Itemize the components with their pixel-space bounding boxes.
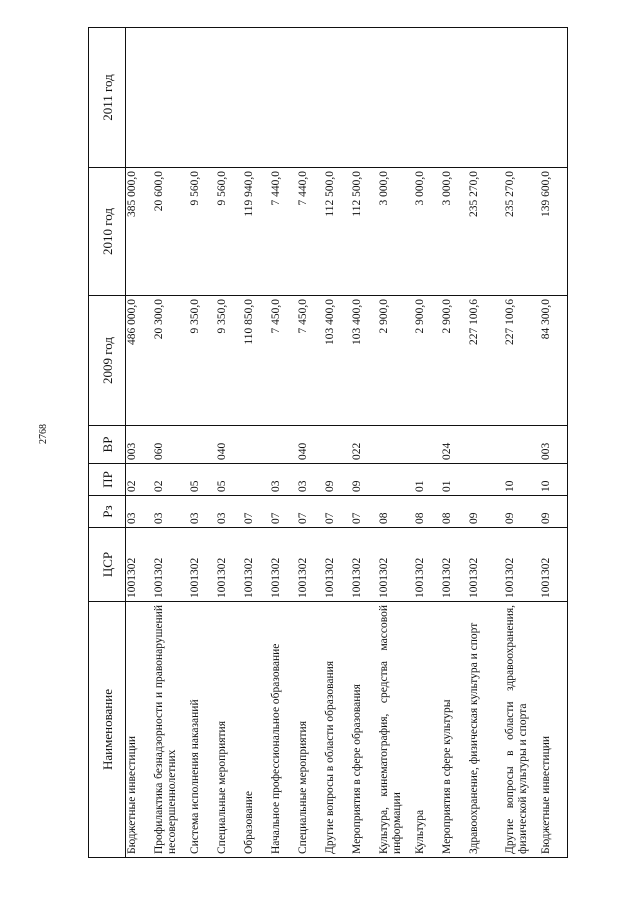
- row-csr: 1001302: [351, 528, 378, 602]
- row-vr: [378, 426, 414, 464]
- row-vr: 040: [216, 426, 243, 464]
- row-2009: 9 350,0: [189, 296, 216, 426]
- row-pr: 01: [414, 464, 441, 496]
- header-2011: 2011 год: [89, 28, 126, 168]
- rotated-page: [88, 28, 566, 858]
- row-csr: 1001302: [297, 528, 324, 602]
- row-2010: 7 440,0: [297, 168, 324, 296]
- row-pr: 05: [189, 464, 216, 496]
- row-2011: [153, 28, 189, 168]
- row-pr: 09: [351, 464, 378, 496]
- row-2009: 110 850,0: [243, 296, 270, 426]
- row-rz: 07: [270, 496, 297, 528]
- row-name: Здравоохранение, физическая культура и спорт: [468, 602, 504, 858]
- row-2010: 9 560,0: [216, 168, 243, 296]
- row-2009: 7 450,0: [270, 296, 297, 426]
- row-name: Культура, кинематография, средства массовой информации: [378, 602, 414, 858]
- row-rz: 07: [351, 496, 378, 528]
- row-pr: 02: [126, 464, 154, 496]
- row-2009: 2 900,0: [378, 296, 414, 426]
- row-pr: 03: [270, 464, 297, 496]
- table-row: [351, 28, 378, 858]
- row-2009: 9 350,0: [216, 296, 243, 426]
- row-csr: 1001302: [468, 528, 504, 602]
- row-2009: 84 300,0: [540, 296, 568, 426]
- row-rz: 07: [297, 496, 324, 528]
- row-2011: [270, 28, 297, 168]
- row-2011: [504, 28, 540, 168]
- row-vr: 060: [153, 426, 189, 464]
- row-csr: 1001302: [441, 528, 468, 602]
- row-2010: 20 600,0: [153, 168, 189, 296]
- table-row: [270, 28, 297, 858]
- row-2011: [378, 28, 414, 168]
- row-pr: [378, 464, 414, 496]
- row-rz: 08: [378, 496, 414, 528]
- row-2011: [441, 28, 468, 168]
- row-name: Образование: [243, 602, 270, 858]
- row-rz: 07: [324, 496, 351, 528]
- row-csr: 1001302: [378, 528, 414, 602]
- table-row: [126, 28, 154, 858]
- row-csr: 1001302: [216, 528, 243, 602]
- row-csr: 1001302: [324, 528, 351, 602]
- row-2009: 103 400,0: [351, 296, 378, 426]
- row-name: Бюджетные инвестиции: [126, 602, 154, 858]
- row-vr: [414, 426, 441, 464]
- row-rz: 03: [216, 496, 243, 528]
- row-2011: [189, 28, 216, 168]
- row-csr: 1001302: [126, 528, 154, 602]
- row-rz: 03: [153, 496, 189, 528]
- row-csr: 1001302: [153, 528, 189, 602]
- header-vr: ВР: [89, 426, 126, 464]
- row-rz: 09: [540, 496, 568, 528]
- table-row: [324, 28, 351, 858]
- row-2011: [324, 28, 351, 168]
- row-2010: 3 000,0: [441, 168, 468, 296]
- header-2009: 2009 год: [89, 296, 126, 426]
- row-vr: [468, 426, 504, 464]
- row-vr: 003: [126, 426, 154, 464]
- row-2011: [351, 28, 378, 168]
- row-name: Культура: [414, 602, 441, 858]
- budget-table: [88, 27, 568, 858]
- row-rz: 08: [414, 496, 441, 528]
- row-2010: 235 270,0: [468, 168, 504, 296]
- row-name: Специальные мероприятия: [216, 602, 243, 858]
- table-row: [540, 28, 568, 858]
- row-2009: 227 100,6: [468, 296, 504, 426]
- row-2010: 3 000,0: [414, 168, 441, 296]
- table-row: [378, 28, 414, 858]
- header-pr: ПР: [89, 464, 126, 496]
- header-name: Наименование: [89, 602, 126, 858]
- table-row: [297, 28, 324, 858]
- row-2010: 139 600,0: [540, 168, 568, 296]
- row-vr: 003: [540, 426, 568, 464]
- row-name: Мероприятия в сфере образования: [351, 602, 378, 858]
- row-vr: [324, 426, 351, 464]
- row-2011: [126, 28, 154, 168]
- row-2010: 3 000,0: [378, 168, 414, 296]
- row-pr: 05: [216, 464, 243, 496]
- row-rz: 03: [189, 496, 216, 528]
- header-rz: Рз: [89, 496, 126, 528]
- row-2009: 2 900,0: [414, 296, 441, 426]
- table-row: [414, 28, 441, 858]
- row-name: Профилактика безнадзорности и правонарушений несовершеннолетних: [153, 602, 189, 858]
- row-csr: 1001302: [414, 528, 441, 602]
- row-pr: 01: [441, 464, 468, 496]
- row-2009: 227 100,6: [504, 296, 540, 426]
- row-pr: 10: [504, 464, 540, 496]
- row-name: Другие вопросы в области образования: [324, 602, 351, 858]
- table-row: [468, 28, 504, 858]
- row-rz: 07: [243, 496, 270, 528]
- row-2009: 486 000,0: [126, 296, 154, 426]
- row-2009: 7 450,0: [297, 296, 324, 426]
- table-row: [243, 28, 270, 858]
- row-2011: [216, 28, 243, 168]
- row-vr: 024: [441, 426, 468, 464]
- row-2010: 112 500,0: [324, 168, 351, 296]
- row-csr: 1001302: [540, 528, 568, 602]
- row-pr: [243, 464, 270, 496]
- row-2009: 2 900,0: [441, 296, 468, 426]
- row-rz: 03: [126, 496, 154, 528]
- row-csr: 1001302: [189, 528, 216, 602]
- table-row: [504, 28, 540, 858]
- row-name: Мероприятия в сфере культуры: [441, 602, 468, 858]
- row-vr: [243, 426, 270, 464]
- row-rz: 09: [468, 496, 504, 528]
- table-row: [153, 28, 189, 858]
- row-csr: 1001302: [270, 528, 297, 602]
- row-pr: 10: [540, 464, 568, 496]
- row-name: Специальные мероприятия: [297, 602, 324, 858]
- row-2009: 103 400,0: [324, 296, 351, 426]
- row-2011: [297, 28, 324, 168]
- row-2010: 7 440,0: [270, 168, 297, 296]
- row-2009: 20 300,0: [153, 296, 189, 426]
- table-row: [441, 28, 468, 858]
- row-2010: 9 560,0: [189, 168, 216, 296]
- page-number: 2768: [38, 424, 49, 444]
- row-csr: 1001302: [504, 528, 540, 602]
- row-name: Другие вопросы в области здравоохранения, физической культуры и спорта: [504, 602, 540, 858]
- row-2011: [414, 28, 441, 168]
- row-vr: [270, 426, 297, 464]
- row-pr: [468, 464, 504, 496]
- row-2011: [243, 28, 270, 168]
- row-2011: [468, 28, 504, 168]
- row-vr: 040: [297, 426, 324, 464]
- row-pr: 02: [153, 464, 189, 496]
- row-pr: 03: [297, 464, 324, 496]
- row-rz: 09: [504, 496, 540, 528]
- row-csr: 1001302: [243, 528, 270, 602]
- header-row: [89, 28, 126, 858]
- row-2010: 235 270,0: [504, 168, 540, 296]
- row-pr: 09: [324, 464, 351, 496]
- row-2010: 385 000,0: [126, 168, 154, 296]
- row-2010: 112 500,0: [351, 168, 378, 296]
- table-row: [189, 28, 216, 858]
- row-name: Система исполнения наказаний: [189, 602, 216, 858]
- row-vr: 022: [351, 426, 378, 464]
- row-2011: [540, 28, 568, 168]
- row-name: Начальное профессиональное образование: [270, 602, 297, 858]
- row-vr: [189, 426, 216, 464]
- row-2010: 119 940,0: [243, 168, 270, 296]
- row-rz: 08: [441, 496, 468, 528]
- table-row: [216, 28, 243, 858]
- row-vr: [504, 426, 540, 464]
- header-2010: 2010 год: [89, 168, 126, 296]
- row-name: Бюджетные инвестиции: [540, 602, 568, 858]
- header-csr: ЦСР: [89, 528, 126, 602]
